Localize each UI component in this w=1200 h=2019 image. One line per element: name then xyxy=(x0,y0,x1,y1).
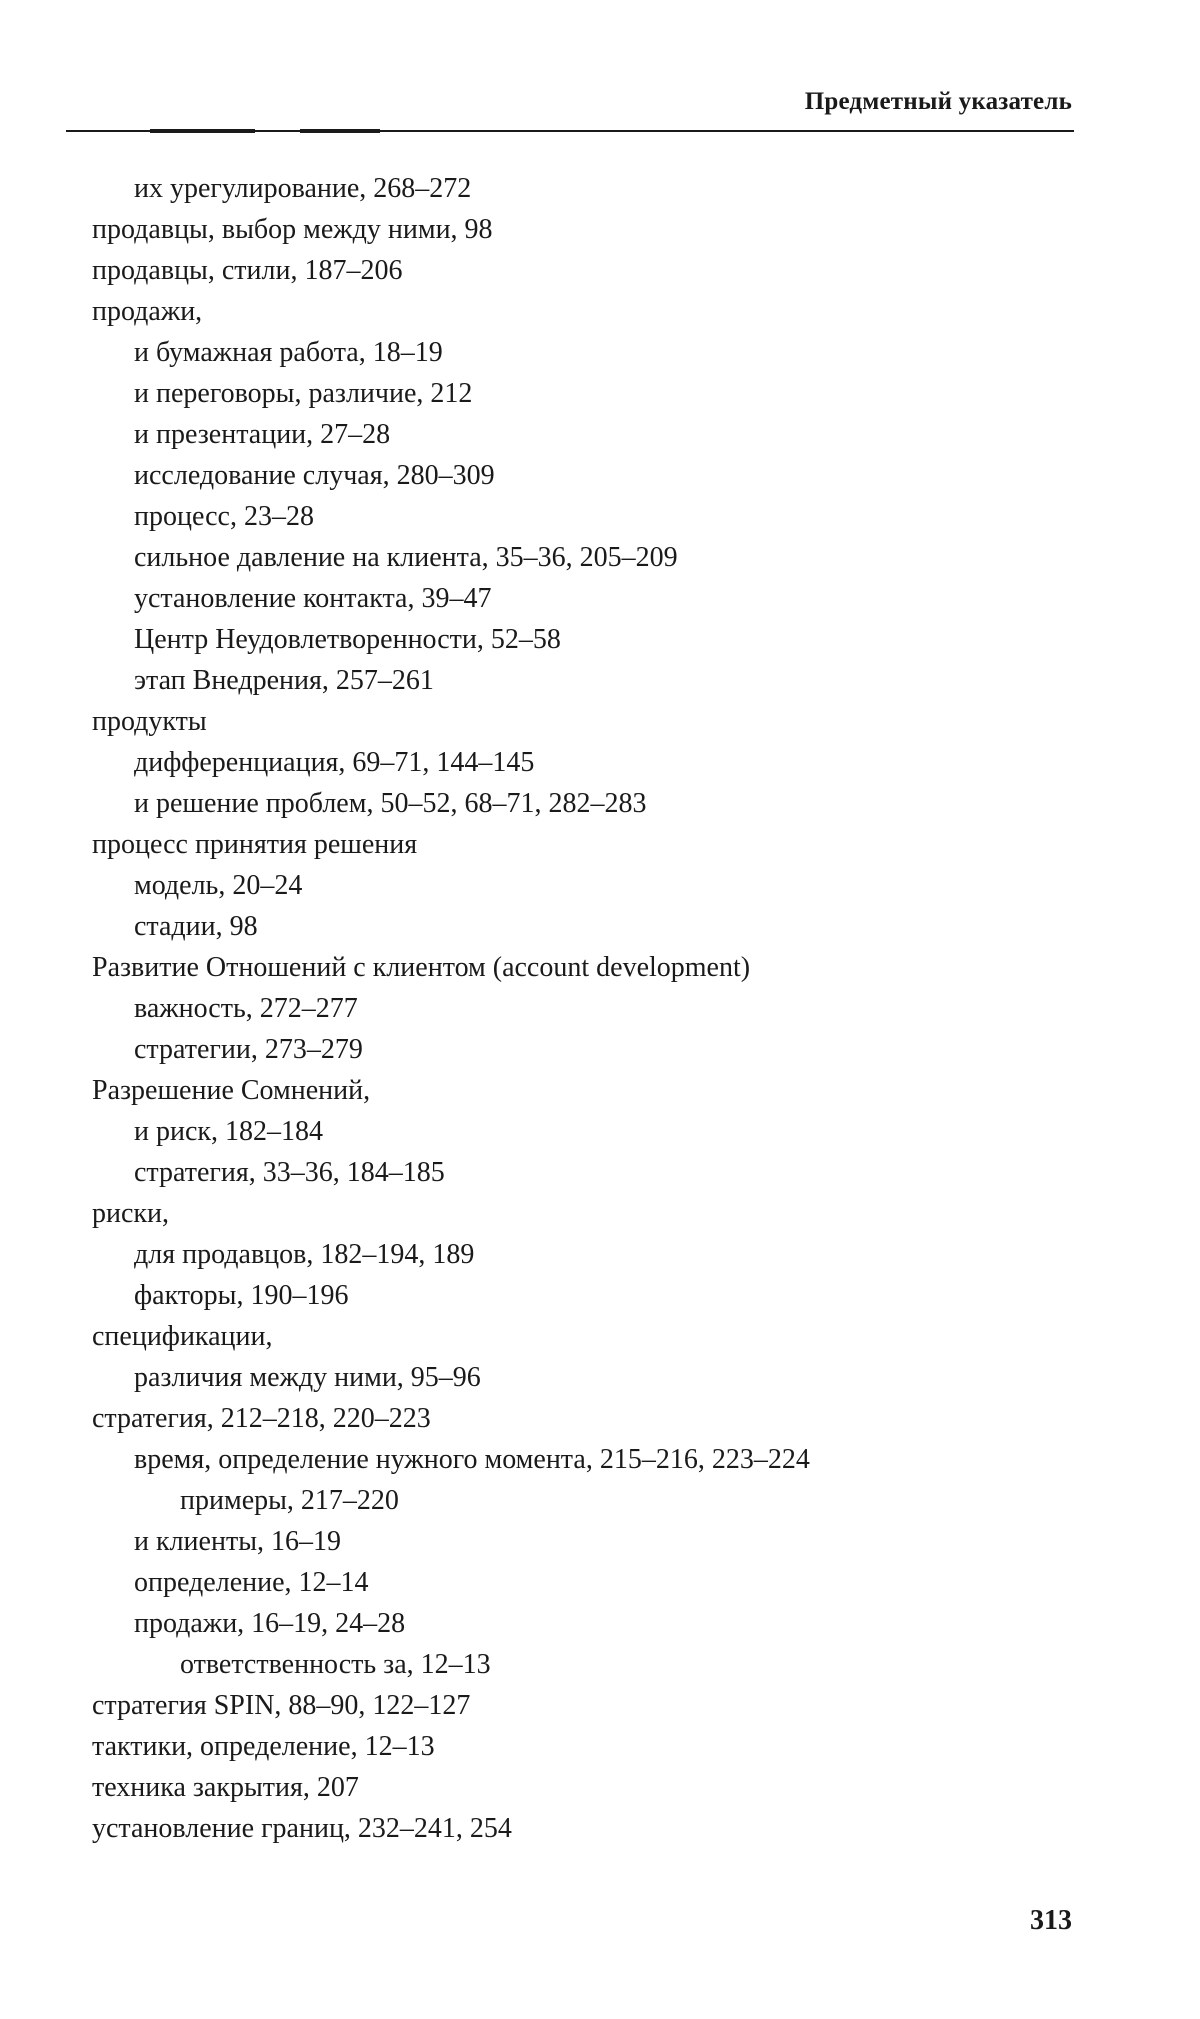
index-entry: техника закрытия, 207 xyxy=(92,1772,359,1803)
index-entry: исследование случая, 280–309 xyxy=(134,460,495,491)
index-entry: продавцы, стили, 187–206 xyxy=(92,255,403,286)
index-entry: для продавцов, 182–194, 189 xyxy=(134,1239,475,1270)
index-entry: время, определение нужного момента, 215–216, 223–224 xyxy=(134,1444,810,1475)
index-entry: продавцы, выбор между ними, 98 xyxy=(92,214,493,245)
index-entry: спецификации, xyxy=(92,1321,273,1352)
index-entries xyxy=(0,168,1200,1849)
index-entry: Центр Неудовлетворенности, 52–58 xyxy=(134,624,561,655)
index-entry: ответственность за, 12–13 xyxy=(180,1649,491,1680)
index-entry: процесс, 23–28 xyxy=(134,501,314,532)
index-entry: этап Внедрения, 257–261 xyxy=(134,665,434,696)
running-head: Предметный указатель xyxy=(804,88,1072,115)
index-entry: продажи, xyxy=(92,296,203,327)
index-entry: стратегия SPIN, 88–90, 122–127 xyxy=(92,1690,471,1721)
index-entry: и переговоры, различие, 212 xyxy=(134,378,473,409)
index-entry: и бумажная работа, 18–19 xyxy=(134,337,443,368)
index-entry: факторы, 190–196 xyxy=(134,1280,349,1311)
index-entry: важность, 272–277 xyxy=(134,993,358,1024)
index-entry: их урегулирование, 268–272 xyxy=(134,173,472,204)
index-entry: и клиенты, 16–19 xyxy=(134,1526,342,1557)
index-entry: Разрешение Сомнений, xyxy=(92,1075,371,1106)
index-entry: тактики, определение, 12–13 xyxy=(92,1731,435,1762)
index-entry: стратегия, 212–218, 220–223 xyxy=(92,1403,431,1434)
index-entry: продажи, 16–19, 24–28 xyxy=(134,1608,406,1639)
index-entry: установление контакта, 39–47 xyxy=(134,583,492,614)
header-rule-marks xyxy=(150,129,390,133)
index-entry: модель, 20–24 xyxy=(134,870,303,901)
page-number: 313 xyxy=(1030,1905,1072,1936)
index-entry: стратегии, 273–279 xyxy=(134,1034,363,1065)
index-entry: стадии, 98 xyxy=(134,911,258,942)
index-entry: сильное давление на клиента, 35–36, 205–209 xyxy=(134,542,678,573)
index-entry: и презентации, 27–28 xyxy=(134,419,391,450)
index-entry: процесс принятия решения xyxy=(92,829,418,860)
index-entry: различия между ними, 95–96 xyxy=(134,1362,481,1393)
index-entry: продукты xyxy=(92,706,207,737)
index-entry: дифференциация, 69–71, 144–145 xyxy=(134,747,535,778)
index-entry: Развитие Отношений с клиентом (account development) xyxy=(92,952,751,983)
index-entry: примеры, 217–220 xyxy=(180,1485,399,1516)
index-entry: риски, xyxy=(92,1198,169,1229)
index-entry: установление границ, 232–241, 254 xyxy=(92,1813,512,1844)
index-entry: определение, 12–14 xyxy=(134,1567,369,1598)
index-entry: и риск, 182–184 xyxy=(134,1116,323,1147)
index-entry: и решение проблем, 50–52, 68–71, 282–283 xyxy=(134,788,647,819)
index-entry: стратегия, 33–36, 184–185 xyxy=(134,1157,445,1188)
